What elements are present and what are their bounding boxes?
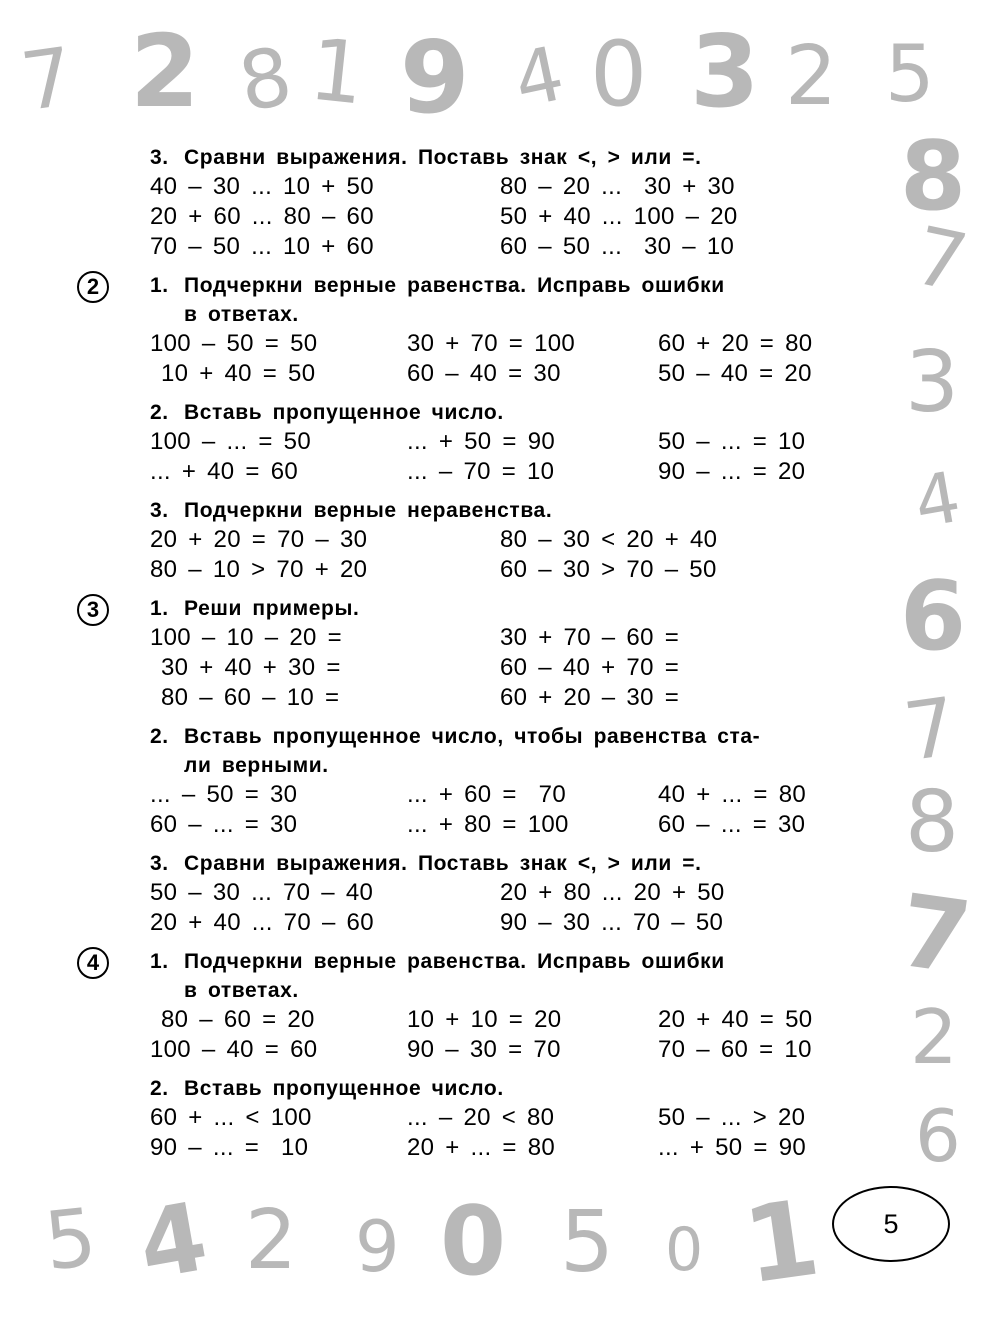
exercise: 20 + 40 = 50 [658,1006,813,1033]
exercise: 20 + 40 ... 70 – 60 [150,909,374,936]
task-underline-equalities [150,271,870,389]
exercise: 50 – ... = 10 [658,428,806,455]
exercise-row [150,427,870,457]
task-instruction: Вставь пропущенное число. [184,1077,504,1100]
exercise: 100 – 40 = 60 [150,1036,318,1063]
exercise: 60 + 20 = 80 [658,330,813,357]
task-number: 3. [150,499,169,522]
exercise: 90 – ... = 10 [150,1134,309,1161]
exercise: 20 + 20 = 70 – 30 [150,526,368,553]
section-3 [86,594,870,938]
section-badge: 4 [77,947,109,979]
exercise: 50 + 40 ... 100 – 20 [500,203,738,230]
exercise: ... + 50 = 90 [658,1134,806,1161]
section-1-continued [150,143,870,262]
exercise: 80 – 10 > 70 + 20 [150,556,368,583]
exercise-row [150,908,870,938]
exercise-row [150,172,870,202]
task-instruction: Вставь пропущенное число. [184,401,504,424]
task-title [150,398,870,427]
exercise-row [150,359,870,389]
exercise-row [150,202,870,232]
exercise-row [150,525,870,555]
exercise: 60 – ... = 30 [150,811,298,838]
exercise: 60 – ... = 30 [658,811,806,838]
exercise: 100 – ... = 50 [150,428,311,455]
exercise-row [150,653,870,683]
task-title [150,1074,870,1103]
exercise: 40 – 30 ... 10 + 50 [150,173,374,200]
task-instruction: Реши примеры. [184,597,360,620]
exercise: 80 – 60 = 20 [150,1006,315,1033]
task-instruction: Подчеркни верные равенства. Исправь ошибки [184,274,725,297]
exercise-row [150,329,870,359]
task-missing-number [150,1074,870,1163]
task-number: 2. [150,1077,169,1100]
exercise-row [150,878,870,908]
task-number: 1. [150,597,169,620]
exercise: 20 + 80 ... 20 + 50 [500,879,725,906]
task-title [150,722,870,780]
decor-digit: 4 [908,455,967,545]
task-underline-inequalities [150,496,870,585]
section-badge: 2 [77,271,109,303]
task-instruction-cont: ли верными. [184,754,329,777]
section-badge: 3 [77,594,109,626]
exercise: ... + 50 = 90 [407,428,555,455]
decor-digit: 0 [590,22,648,127]
decor-digit: 7 [898,679,963,780]
decor-digit: 8 [900,122,967,232]
exercise: ... – 20 < 80 [407,1104,555,1131]
decor-digit: 2 [785,29,838,124]
decor-digit: 0 [440,1187,507,1297]
task-instruction: Сравни выражения. Поставь знак <, > или =. [184,852,702,875]
task-compare-expressions [150,143,870,262]
decor-digit: 5 [40,1190,101,1289]
exercise: 80 – 30 < 20 + 40 [500,526,718,553]
decor-digit: 1 [304,20,370,125]
exercise: 30 + 40 + 30 = [150,654,341,681]
exercise: 60 – 30 > 70 – 50 [500,556,717,583]
decor-digit: 9 [355,1206,400,1288]
section-4 [86,947,870,1163]
exercise: 90 – 30 ... 70 – 50 [500,909,724,936]
exercise-row [150,683,870,713]
task-instruction-cont: в ответах. [184,979,299,1002]
exercise-row [150,1035,870,1065]
page-number-label: 5 [883,1208,899,1239]
exercise: 50 – 40 = 20 [658,360,812,387]
decor-digit: 4 [506,29,572,126]
decor-digit: 7 [15,29,80,130]
decor-digit: 8 [905,773,960,872]
task-missing-number [150,398,870,487]
decor-digit: 2 [130,13,200,130]
exercise: 30 + 70 – 60 = [500,624,680,651]
section-2 [86,271,870,585]
exercise-row [150,810,870,840]
task-number: 1. [150,950,169,973]
task-solve-examples [150,594,870,713]
exercise: ... – 70 = 10 [407,458,555,485]
decor-digit: 6 [900,562,967,672]
exercise-row [150,1005,870,1035]
exercise-row [150,623,870,653]
exercise-row [150,232,870,262]
decor-digit: 3 [690,13,760,130]
worksheet-content [86,143,870,1172]
decor-digit: 2 [910,993,958,1081]
decor-digit: 5 [560,1193,615,1292]
exercise: 50 – ... > 20 [658,1104,806,1131]
exercise: ... + 80 = 100 [407,811,569,838]
exercise: 70 – 60 = 10 [658,1036,812,1063]
exercise: 60 – 40 = 30 [407,360,561,387]
task-title [150,143,870,172]
exercise: 90 – ... = 20 [658,458,806,485]
exercise: 80 – 60 – 10 = [150,684,340,711]
task-title [150,496,870,525]
task-instruction: Подчеркни верные неравенства. [184,499,553,522]
exercise: ... – 50 = 30 [150,781,298,808]
page-number [832,1186,950,1262]
exercise: 70 – 50 ... 10 + 60 [150,233,374,260]
decor-digit: 6 [915,1094,961,1178]
exercise-row [150,457,870,487]
decor-digit: 3 [905,333,960,432]
exercise: 20 + 60 ... 80 – 60 [150,203,374,230]
exercise: 40 + ... = 80 [658,781,806,808]
exercise: ... + 40 = 60 [150,458,298,485]
task-title [150,849,870,878]
task-title [150,271,870,329]
task-instruction: Подчеркни верные равенства. Исправь ошибки [184,950,725,973]
task-number: 3. [150,146,169,169]
exercise: 100 – 10 – 20 = [150,624,342,651]
decor-digit: 8 [232,29,299,130]
task-number: 1. [150,274,169,297]
exercise: 60 + 20 – 30 = [500,684,680,711]
task-instruction-cont: в ответах. [184,303,299,326]
exercise-row [150,780,870,810]
task-number: 2. [150,725,169,748]
exercise: 60 – 50 ... 30 – 10 [500,233,735,260]
decor-digit: 2 [245,1193,298,1288]
task-title [150,594,870,623]
task-underline-equalities [150,947,870,1065]
exercise-row [150,1133,870,1163]
exercise-row [150,555,870,585]
decor-digit: 7 [892,871,978,998]
exercise: ... + 60 = 70 [407,781,566,808]
task-title [150,947,870,1005]
exercise: 100 – 50 = 50 [150,330,318,357]
task-number: 3. [150,852,169,875]
decor-digit: 1 [736,1176,827,1308]
decor-digit: 5 [885,30,935,120]
task-instruction: Сравни выражения. Поставь знак <, > или =. [184,146,702,169]
exercise-row [150,1103,870,1133]
decor-digit: 0 [665,1215,704,1285]
task-instruction: Вставь пропущенное число, чтобы равенства ста- [184,725,761,748]
task-missing-number [150,722,870,840]
exercise: 80 – 20 ... 30 + 30 [500,173,735,200]
exercise: 90 – 30 = 70 [407,1036,561,1063]
exercise: 30 + 70 = 100 [407,330,576,357]
exercise: 10 + 40 = 50 [150,360,316,387]
task-number: 2. [150,401,169,424]
exercise: 60 – 40 + 70 = [500,654,680,681]
exercise: 10 + 10 = 20 [407,1006,562,1033]
task-compare-expressions [150,849,870,938]
exercise: 60 + ... < 100 [150,1104,312,1131]
decor-digit: 4 [130,1182,216,1302]
exercise: 50 – 30 ... 70 – 40 [150,879,374,906]
decor-digit: 9 [400,19,470,136]
decor-digit: 7 [905,208,976,311]
exercise: 20 + ... = 80 [407,1134,555,1161]
